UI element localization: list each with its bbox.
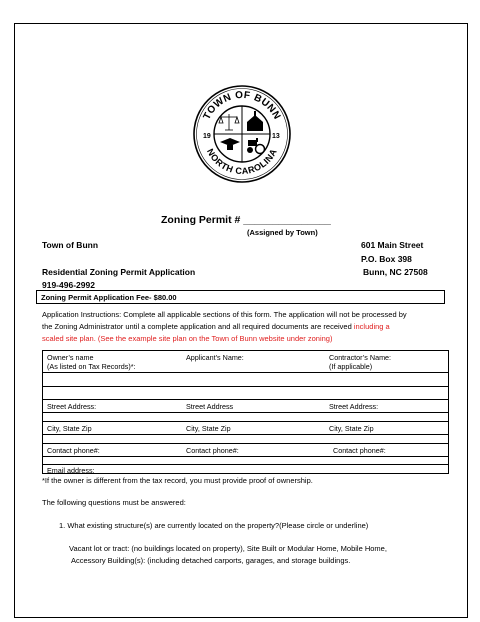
owner-street-field[interactable]: Street Address: bbox=[47, 402, 97, 411]
town-seal bbox=[192, 84, 292, 184]
instructions-line-2-emphasis: including a bbox=[353, 322, 390, 331]
contractor-header: Contractor’s Name: bbox=[329, 353, 392, 362]
question-1: 1. What existing structure(s) are currently located on the property?(Please circle or underline) bbox=[59, 521, 369, 530]
instructions-line-2-text: the Zoning Administrator until a complete application and all required documents are received bbox=[42, 322, 354, 331]
town-phone: 919-496-2992 bbox=[42, 280, 95, 290]
question-1-options-line-2[interactable]: Accessory Building(s): (including detached carports, garages, and storage buildings. bbox=[71, 556, 351, 565]
contractor-street-field[interactable]: Street Address: bbox=[329, 402, 379, 411]
owner-subheader: (As listed on Tax Records)*: bbox=[47, 362, 136, 371]
seal-year-right: 13 bbox=[272, 133, 280, 140]
contractor-subheader: (If applicable) bbox=[329, 362, 373, 371]
instructions-line-1: Application Instructions: Complete all applicable sections of this form. The application will not be processed by bbox=[42, 310, 407, 319]
permit-title: Zoning Permit # _______________ bbox=[161, 214, 331, 226]
mortarboard-icon bbox=[220, 138, 240, 150]
scales-icon bbox=[219, 114, 239, 130]
applicant-street-field[interactable]: Street Address bbox=[186, 402, 234, 411]
ownership-footnote: *If the owner is different from the tax record, you must provide proof of ownership. bbox=[42, 476, 313, 485]
tractor-icon bbox=[247, 138, 265, 154]
permit-subtitle: (Assigned by Town) bbox=[247, 228, 318, 237]
applicant-city-field[interactable]: City, State Zip bbox=[186, 424, 231, 433]
questions-intro: The following questions must be answered: bbox=[42, 498, 186, 507]
instructions-line-3: scaled site plan. (See the example site plan on the Town of Bunn website under zoning) bbox=[42, 334, 333, 343]
applicant-header: Applicant’s Name: bbox=[186, 353, 244, 362]
town-po-box: P.O. Box 398 bbox=[361, 254, 412, 264]
owner-city-field[interactable]: City, State Zip bbox=[47, 424, 92, 433]
applicant-phone-field[interactable]: Contact phone#: bbox=[186, 446, 239, 455]
instructions-line-2 bbox=[42, 322, 390, 331]
seal-year-left: 19 bbox=[203, 133, 211, 140]
fee-box bbox=[36, 290, 445, 304]
seal-bottom-text: NORTH CAROLINA bbox=[205, 146, 279, 177]
email-field[interactable]: Email address: bbox=[47, 466, 95, 475]
town-city: Bunn, NC 27508 bbox=[363, 267, 428, 277]
owner-phone-field[interactable]: Contact phone#: bbox=[47, 446, 100, 455]
contractor-city-field[interactable]: City, State Zip bbox=[329, 424, 374, 433]
owner-header: Owner’s name bbox=[47, 353, 94, 362]
fee-text: Zoning Permit Application Fee- $80.00 bbox=[41, 293, 177, 302]
town-street: 601 Main Street bbox=[361, 240, 424, 250]
applicant-table bbox=[42, 350, 449, 474]
form-page bbox=[14, 23, 468, 618]
seal-top-text: TOWN OF BUNN bbox=[201, 89, 283, 122]
contractor-phone-field[interactable]: Contact phone#: bbox=[333, 446, 386, 455]
form-name: Residential Zoning Permit Application bbox=[42, 267, 196, 277]
question-1-options-line-1[interactable]: Vacant lot or tract: (no buildings located on property), Site Built or Modular Home, Mobile Home, bbox=[69, 544, 387, 553]
town-name: Town of Bunn bbox=[42, 240, 99, 250]
